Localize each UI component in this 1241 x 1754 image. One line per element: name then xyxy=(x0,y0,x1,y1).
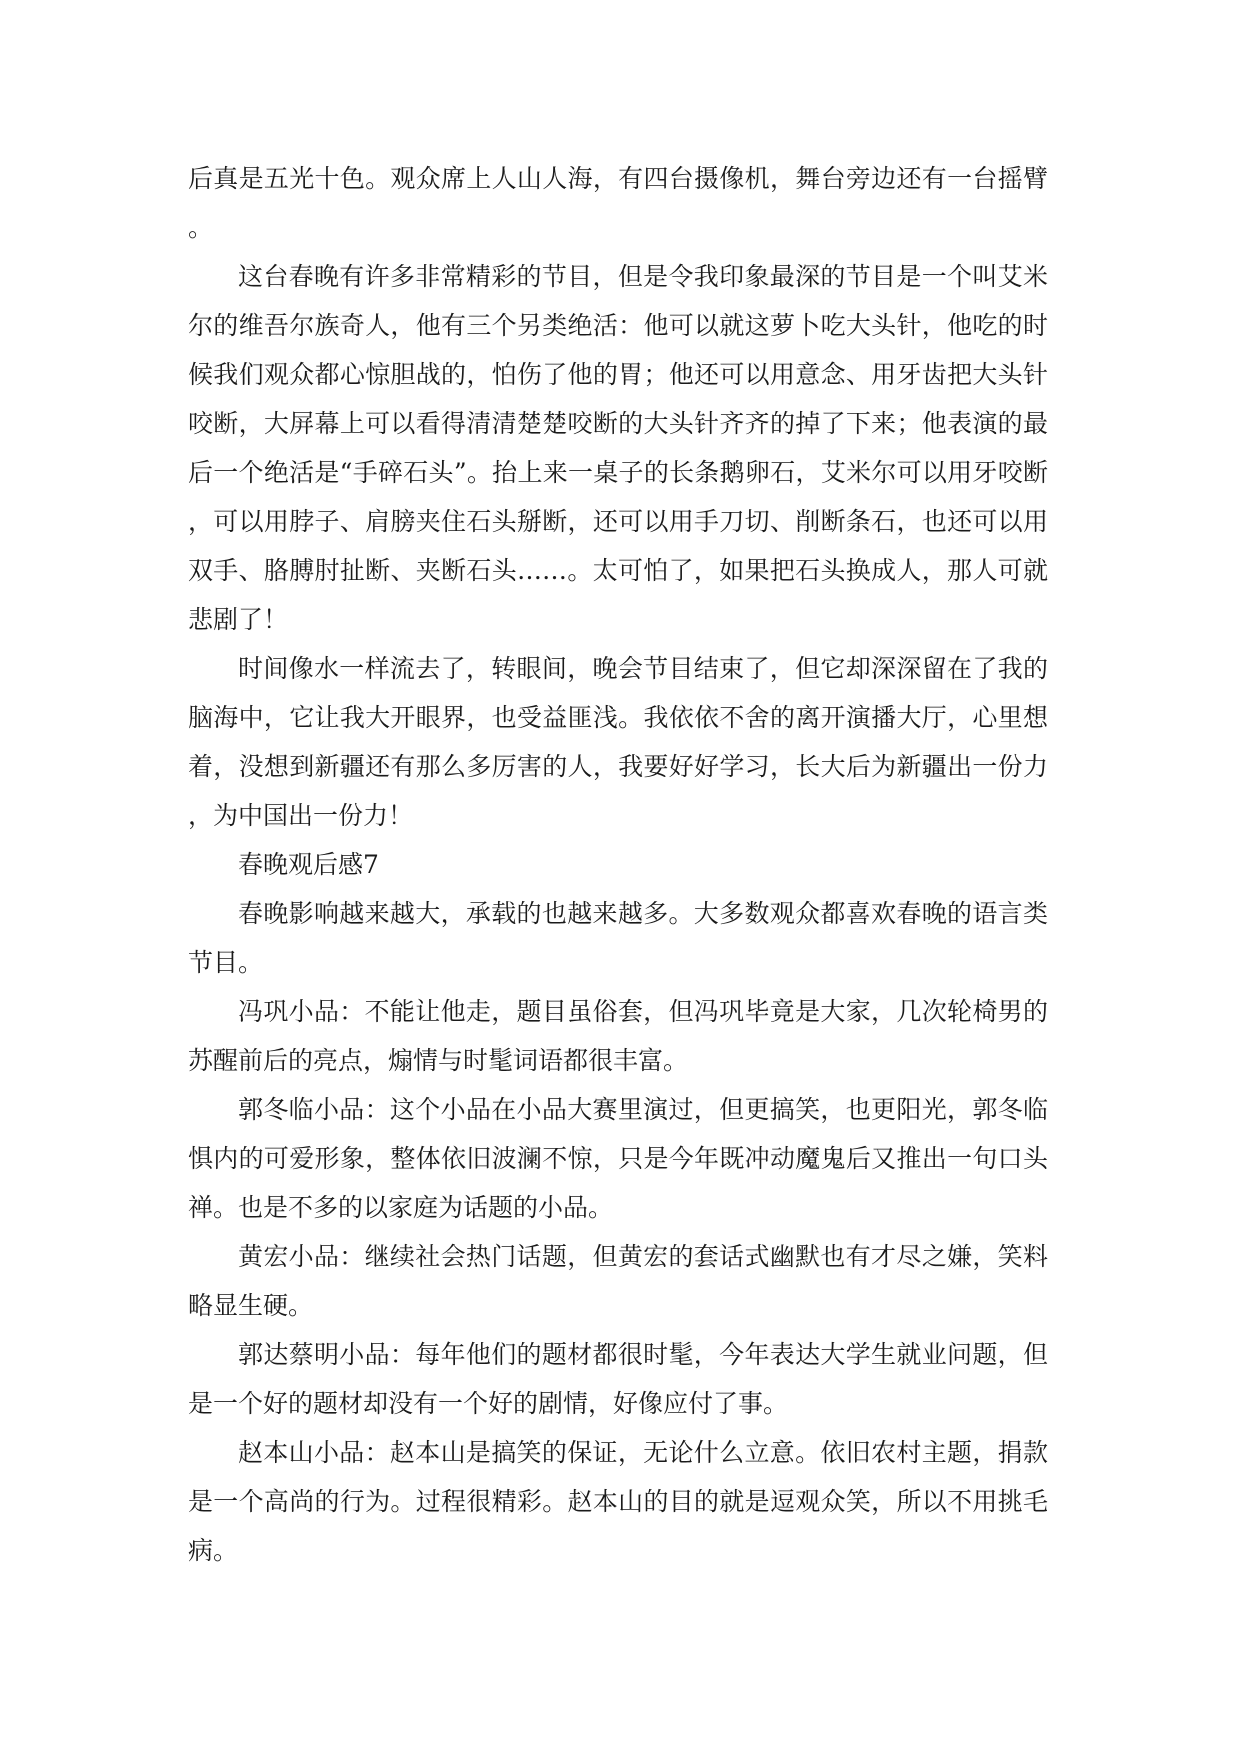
paragraph-3: 时间像水一样流去了，转眼间，晚会节目结束了，但它却深深留在了我的脑海中，它让我大开眼界，也受益匪浅。我依依不舍的离开演播大厅，心里想着，没想到新疆还有那么多厉害的人，我要好好学习，长大后为新疆出一份力，为中国出一份力！ xyxy=(188,654,1048,830)
document-body xyxy=(188,154,1048,1575)
paragraph-8: 黄宏小品：继续社会热门话题，但黄宏的套话式幽默也有才尽之嫌，笑料略显生硬。 xyxy=(188,1242,1048,1320)
paragraph-1: 后真是五光十色。观众席上人山人海，有四台摄像机，舞台旁边还有一台摇臂。 xyxy=(188,164,1048,242)
paragraph-5: 春晚影响越来越大，承载的也越来越多。大多数观众都喜欢春晚的语言类节目。 xyxy=(188,899,1048,977)
paragraph-6: 冯巩小品：不能让他走，题目虽俗套，但冯巩毕竟是大家，几次轮椅男的苏醒前后的亮点，煽情与时髦词语都很丰富。 xyxy=(188,997,1048,1075)
section-heading: 春晚观后感7 xyxy=(238,850,379,879)
paragraph-2: 这台春晚有许多非常精彩的节目，但是令我印象最深的节目是一个叫艾米尔的维吾尔族奇人，他有三个另类绝活：他可以就这萝卜吃大头针，他吃的时候我们观众都心惊胆战的，怕伤了他的胃；他还可以用意念、用牙齿把大头针咬断，大屏幕上可以看得清清楚楚咬断的大头针齐齐的掉了下来；他表演的最后一个绝活是“手碎石头”。抬上来一桌子的长条鹅卵石，艾米尔可以用牙咬断，可以用脖子、肩膀夹住石头掰断，还可以用手刀切、削断条石，也还可以用双手、胳膊肘扯断、夹断石头……。太可怕了，如果把石头换成人，那人可就悲剧了！ xyxy=(188,262,1048,634)
paragraph-9: 郭达蔡明小品：每年他们的题材都很时髦，今年表达大学生就业问题，但是一个好的题材却没有一个好的剧情，好像应付了事。 xyxy=(188,1340,1048,1418)
paragraph-7: 郭冬临小品：这个小品在小品大赛里演过，但更搞笑，也更阳光，郭冬临惧内的可爱形象，整体依旧波澜不惊，只是今年既冲动魔鬼后又推出一句口头禅。也是不多的以家庭为话题的小品。 xyxy=(188,1095,1048,1222)
paragraph-10: 赵本山小品：赵本山是搞笑的保证，无论什么立意。依旧农村主题，捐款是一个高尚的行为。过程很精彩。赵本山的目的就是逗观众笑，所以不用挑毛病。 xyxy=(188,1438,1048,1565)
